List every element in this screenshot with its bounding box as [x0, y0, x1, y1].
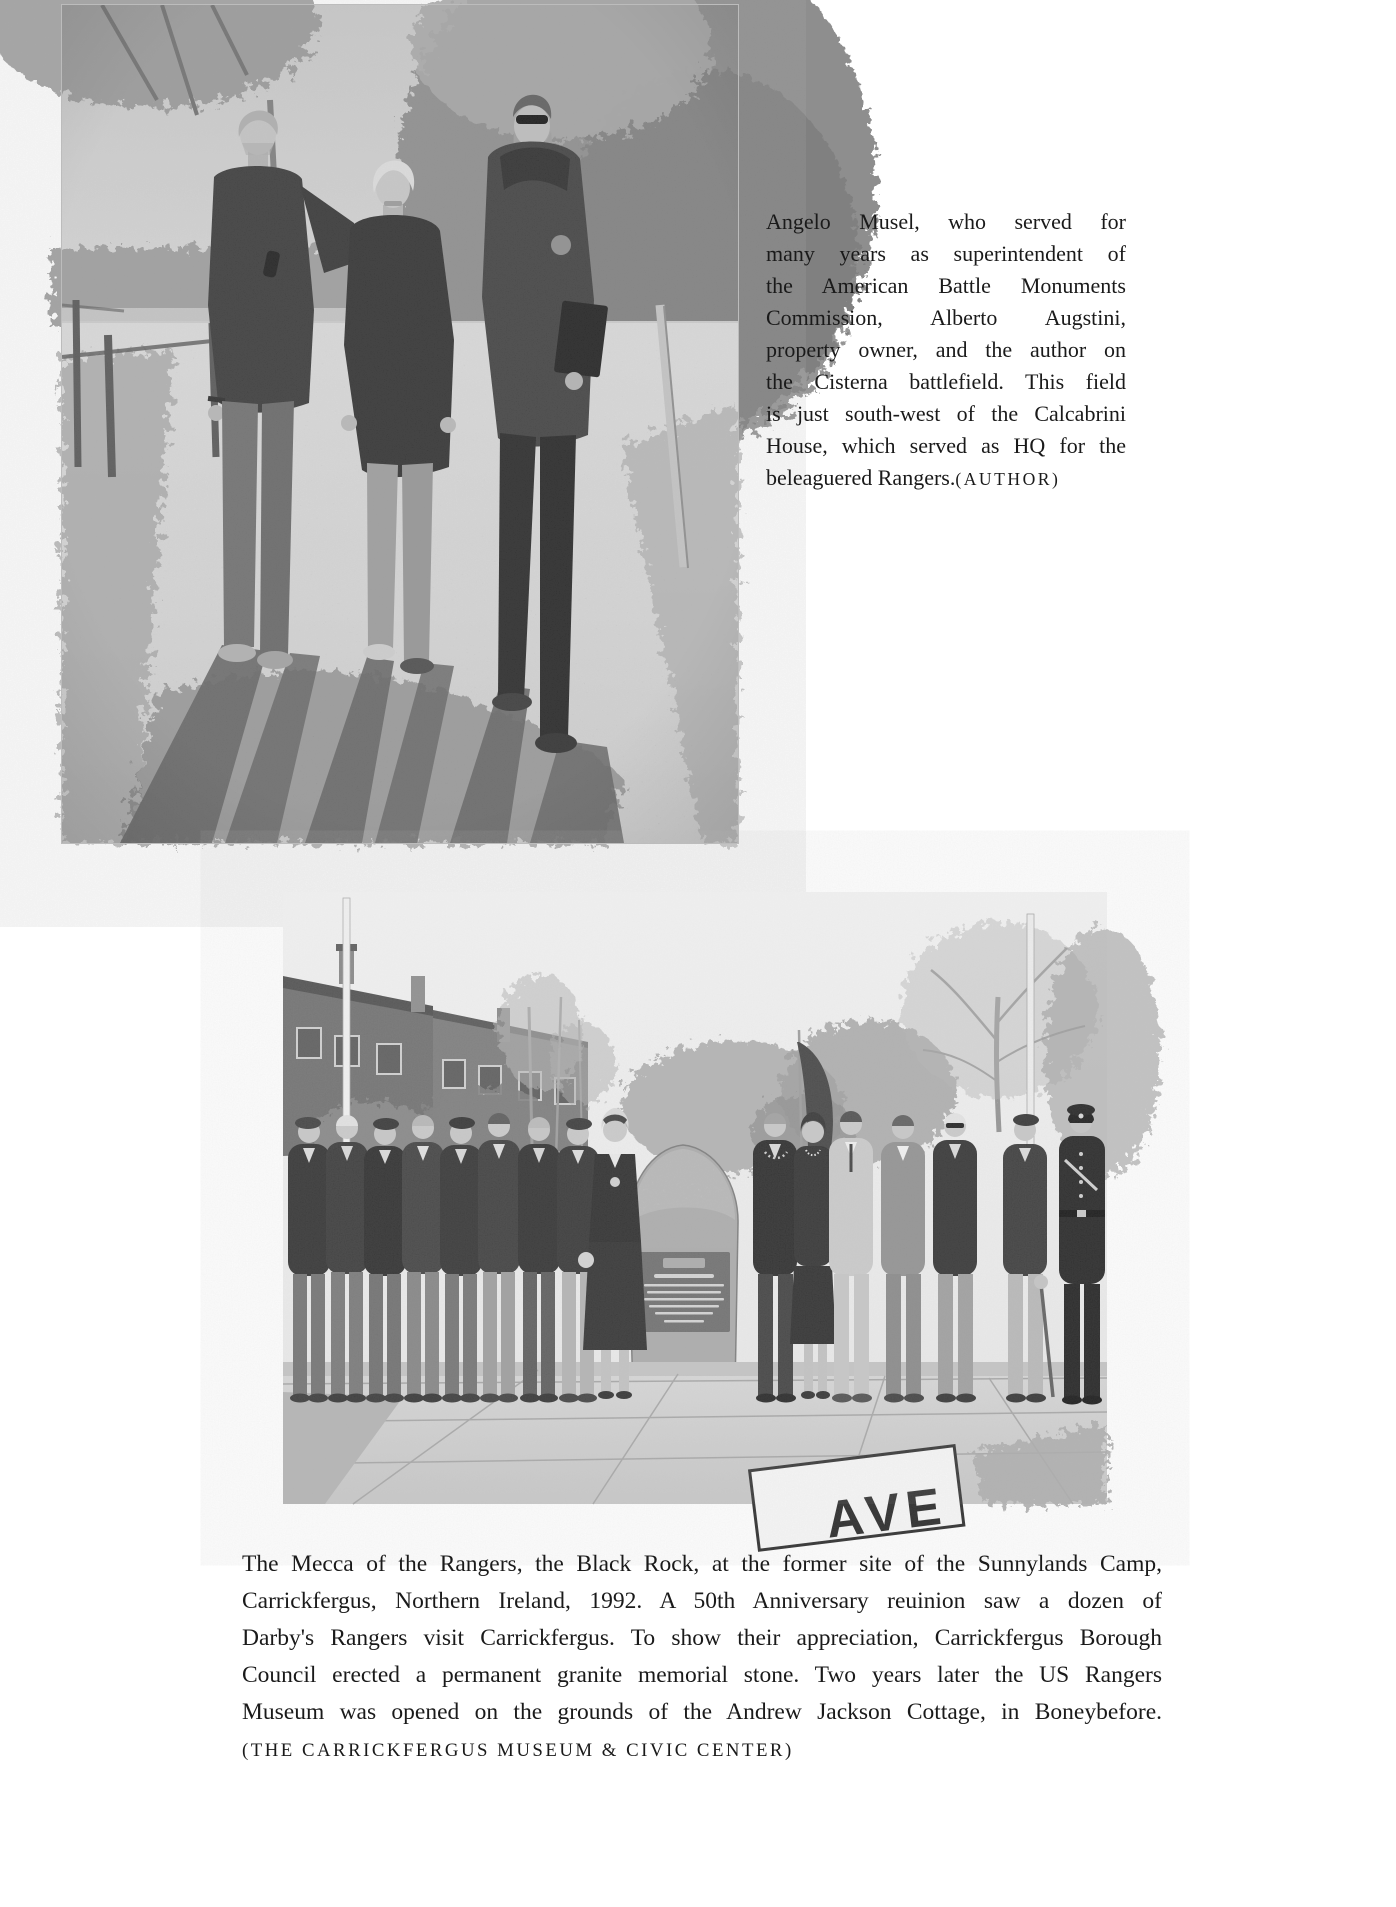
caption-line: the American Battle Monuments — [766, 273, 1126, 298]
caption-line: the Cisterna battlefield. This field — [766, 369, 1126, 394]
caption-credit: (THE CARRICKFERGUS MUSEUM & CIVIC CENTER) — [242, 1740, 794, 1761]
caption-line: Darby's Rangers visit Carrickfergus. To show their appreciation, Carrickfergus Borough — [242, 1625, 1162, 1651]
caption-line: property owner, and the author on — [766, 337, 1126, 362]
photo-cisterna-illustration — [62, 5, 738, 843]
caption-line: Museum was opened on the grounds of the Andrew Jackson Cottage, in Boneybefore. — [242, 1699, 1162, 1725]
caption-line: House, which served as HQ for the — [766, 433, 1126, 458]
photo-cisterna-battlefield — [62, 5, 738, 843]
faded-wash — [283, 892, 1107, 1504]
caption-line: Carrickfergus, Northern Ireland, 1992. A 50th Anniversary reuinion saw a dozen of — [242, 1588, 1162, 1614]
caption-black-rock — [242, 1546, 1162, 1769]
caption-line: Council erected a permanent granite memorial stone. Two years later the US Rangers — [242, 1662, 1162, 1688]
caption-line: Commission, Alberto Augstini, — [766, 305, 1126, 330]
vignette — [62, 5, 738, 843]
street-sign-text: AVE — [822, 1477, 950, 1550]
caption-line: Angelo Musel, who served for — [766, 209, 1126, 234]
caption-last-line — [242, 1731, 1162, 1769]
caption-cisterna — [766, 206, 1126, 495]
caption-line: is just south-west of the Calcabrini — [766, 401, 1126, 426]
caption-line: The Mecca of the Rangers, the Black Rock, at the former site of the Sunnylands Camp, — [242, 1551, 1162, 1577]
photo-black-rock-memorial — [283, 892, 1107, 1550]
caption-credit: (AUTHOR) — [955, 469, 1061, 489]
photo-memorial-illustration — [283, 892, 1107, 1550]
caption-last-line — [766, 462, 1126, 495]
caption-line: many years as superintendent of — [766, 241, 1126, 266]
caption-text: beleaguered Rangers. — [766, 465, 956, 490]
